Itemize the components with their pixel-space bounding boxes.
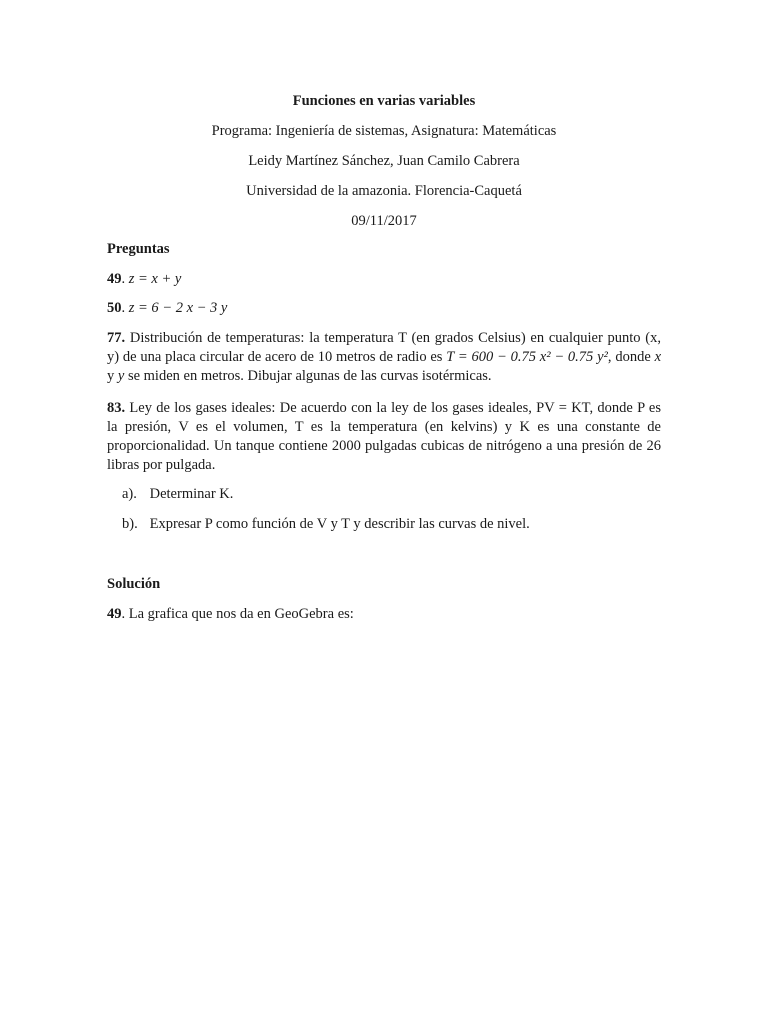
date-line: 09/11/2017 xyxy=(351,213,417,229)
question-77: 77. Distribución de temperaturas: la temperatura T (en grados Celsius) en cualquier punto (x, y) de una placa circular de acero de 10 metros de radio es T = 600 − 0.75 x² − 0.75 y², donde x y y se miden en metros. Dibujar algunas de las curvas isotérmicas. xyxy=(107,330,662,384)
authors-line: Leidy Martínez Sánchez, Juan Camilo Cabrera xyxy=(248,153,520,169)
question-83-a: a). Determinar K. xyxy=(122,486,234,502)
solution-49: 49. La grafica que nos da en GeoGebra es: xyxy=(107,606,354,622)
question-50: 50. z = 6 − 2 x − 3 y xyxy=(107,300,228,316)
document-title: Funciones en varias variables xyxy=(292,93,476,109)
question-83-b: b). Expresar P como función de V y T y describir las curvas de nivel. xyxy=(122,516,530,532)
question-83: 83. Ley de los gases ideales: De acuerdo con la ley de los gases ideales, PV = KT, donde P es la presión, V es el volumen, T es la temperatura (en kelvins) y K es una constante de proporcionalidad. Un tanque contiene 2000 pulgadas cubicas de nitrógeno a una presión de 26 libras por pulgada. xyxy=(107,400,661,473)
solution-heading: Solución xyxy=(107,576,161,592)
university-line: Universidad de la amazonia. Florencia-Caquetá xyxy=(246,183,522,199)
questions-heading: Preguntas xyxy=(107,241,170,257)
question-49: 49. z = x + y xyxy=(107,271,182,287)
program-line: Programa: Ingeniería de sistemas, Asignatura: Matemáticas xyxy=(211,123,557,139)
